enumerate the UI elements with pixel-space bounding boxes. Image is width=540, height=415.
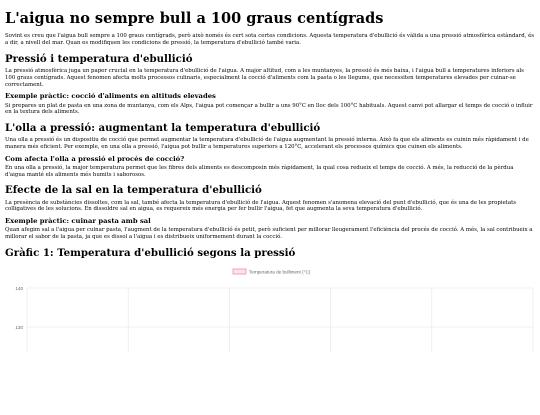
legend-label: Temperatura de bulliment (°C) <box>249 269 311 275</box>
section1-heading: Pressió i temperatura d'ebullició <box>5 52 193 65</box>
document <box>0 10 540 415</box>
y-tick-label: 140 <box>15 285 23 291</box>
section3-heading: Efecte de la sal en la temperatura d'ebullició <box>5 184 262 197</box>
page-title: L'aigua no sempre bull a 100 graus centígrads <box>5 10 384 27</box>
section2-heading: L'olla a pressió: augmentant la temperatura d'ebullició <box>5 122 321 135</box>
chart-container <box>5 262 535 352</box>
section1-paragraph: La pressió atmosfèrica juga un paper crucial en la temperatura d'ebullició de l'aigua. A major altitud, com a les muntanyes, la pressió és més baixa, i l'aigua bull a temperatures inferiors als 100 graus centígrads. Aquest fenomen afecta molts processos culinaris, especialment la cocció d'aliments com la pasta o les llegums, que necessiten temperatures elevades per cuinar-se correctament. <box>5 68 524 88</box>
section3-example-heading: Exemple pràctic: cuinar pasta amb sal <box>5 217 151 226</box>
section3-paragraph: La presència de substàncies dissoltes, com la sal, també afecta la temperatura d'ebullició de l'aigua. Aquest fenomen s'anomena elevació del punt d'ebullició, que és una de les propietats colligatives de les solucions. En dissoldre sal en aigua, es requereix més energia per fer bullir l'aigua, fet que augmenta la seva temperatura d'ebullició. <box>5 199 517 213</box>
intro-paragraph: Sovint es creu que l'aigua bull sempre a 100 graus centígrads, però això només és cert sota certes condicions. Aquesta temperatura d'ebullició és vàlida a una pressió atmosfèrica estàndard, és a dir, a nivell del mar. Quan es modifiquen les condicions de pressió, la temperatura d'ebullició també varia. <box>5 33 535 47</box>
section2-example-heading: Com afecta l'olla a pressió el procés de cocció? <box>5 154 185 163</box>
legend-swatch <box>233 269 246 274</box>
chart-heading: Gràfic 1: Temperatura d'ebullició segons la pressió <box>5 246 296 259</box>
section1-example-paragraph: Si prepares un plat de pasta en una zona de muntanya, com els Alps, l'aigua pot començar a bullir a uns 90°C en lloc dels 100°C habituals. Aquest canvi pot allargar el temps de cocció o influir en la textura dels aliments. <box>5 102 533 116</box>
boiling-temperature-chart <box>5 262 535 352</box>
section3-example-paragraph: Quan afegim sal a l'aigua per cuinar pasta, l'augment de la temperatura d'ebullició és petit, però suficient per millorar lleugerament l'eficiència del procés de cocció. A més, la sal contribueix a millorar el sabor de la pasta, ja que es dissol a l'aigua i es distribueix uniformement durant la cocció. <box>5 227 533 241</box>
section1-example-heading: Exemple pràctic: cocció d'aliments en altituds elevades <box>5 92 216 101</box>
section2-example-paragraph: En una olla a pressió, la major temperatura permet que les fibres dels aliments es descomposin més ràpidament, la qual cosa redueix el temps de cocció. A més, la reducció de la pèrdua d'aigua manté els aliments més humits i saborosos. <box>5 164 514 178</box>
y-tick-label: 130 <box>15 324 23 330</box>
section2-paragraph: Una olla a pressió és un dispositiu de cocció que permet augmentar la temperatura d'ebullició de l'aigua augmentant la pressió interna. Això fa que els aliments es cuinin més ràpidament i de manera més eficient. Per exemple, en una olla a pressió, l'aigua pot bullir a temperatures superiors a 120°C, accelerant els processos químics que cuinen els aliments. <box>5 137 529 151</box>
